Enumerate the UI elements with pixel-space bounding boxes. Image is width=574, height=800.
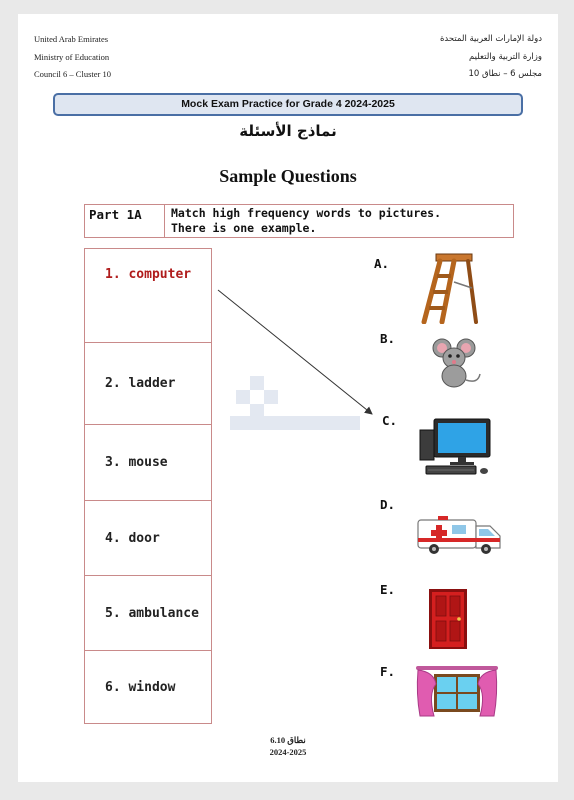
- header-right: [440, 31, 542, 84]
- ambulance-picture: [416, 514, 504, 556]
- option-letter-f: F.: [380, 664, 396, 679]
- header-council-arabic: مجلس 6 – نطاق 10: [468, 69, 542, 79]
- computer-picture: [416, 416, 496, 478]
- footer-cluster: نطاق 6.10: [270, 735, 306, 745]
- page-footer: [18, 734, 558, 758]
- option-letter-d: D.: [380, 497, 396, 512]
- option-letter-c: C.: [382, 413, 398, 428]
- arabic-title: نماذج الأسئلة: [239, 122, 337, 140]
- ladder-picture: [418, 252, 478, 324]
- exam-banner: Mock Exam Practice for Grade 4 2024-2025: [53, 93, 523, 116]
- option-letter-a: A.: [374, 256, 390, 271]
- page-title: Sample Questions: [219, 166, 357, 186]
- word-item-ambulance: 5. ambulance: [85, 576, 211, 651]
- part-label: Part 1A: [85, 205, 165, 237]
- option-letter-b: B.: [380, 331, 396, 346]
- option-letter-e: E.: [380, 582, 396, 597]
- window-picture: [414, 664, 500, 722]
- header-country-arabic: دولة الإمارات العربية المتحدة: [439, 34, 542, 44]
- word-item-computer: 1. computer: [85, 249, 211, 343]
- header-ministry-arabic: وزارة التربية والتعليم: [469, 51, 542, 62]
- word-item-mouse: 3. mouse: [85, 425, 211, 501]
- instruction-line-1: Match high frequency words to pictures.: [171, 206, 442, 220]
- word-item-window: 6. window: [105, 679, 176, 695]
- exam-page: [18, 14, 558, 782]
- door-picture: [428, 588, 468, 650]
- header-country: United Arab Emirates: [34, 34, 109, 44]
- mouse-picture: [428, 336, 484, 388]
- word-list: [84, 248, 212, 724]
- header-left: [34, 31, 111, 84]
- word-item-door: 4. door: [85, 501, 211, 576]
- instruction-line-2: There is one example.: [171, 221, 317, 235]
- instruction-text: [165, 205, 513, 237]
- header-council: Council 6 – Cluster 10: [34, 69, 111, 79]
- word-item-ladder: 2. ladder: [85, 343, 211, 425]
- footer-year: 2024-2025: [269, 747, 307, 757]
- header-ministry: Ministry of Education: [34, 51, 110, 62]
- instruction-box: [84, 204, 514, 238]
- watermark-logo: [230, 376, 360, 432]
